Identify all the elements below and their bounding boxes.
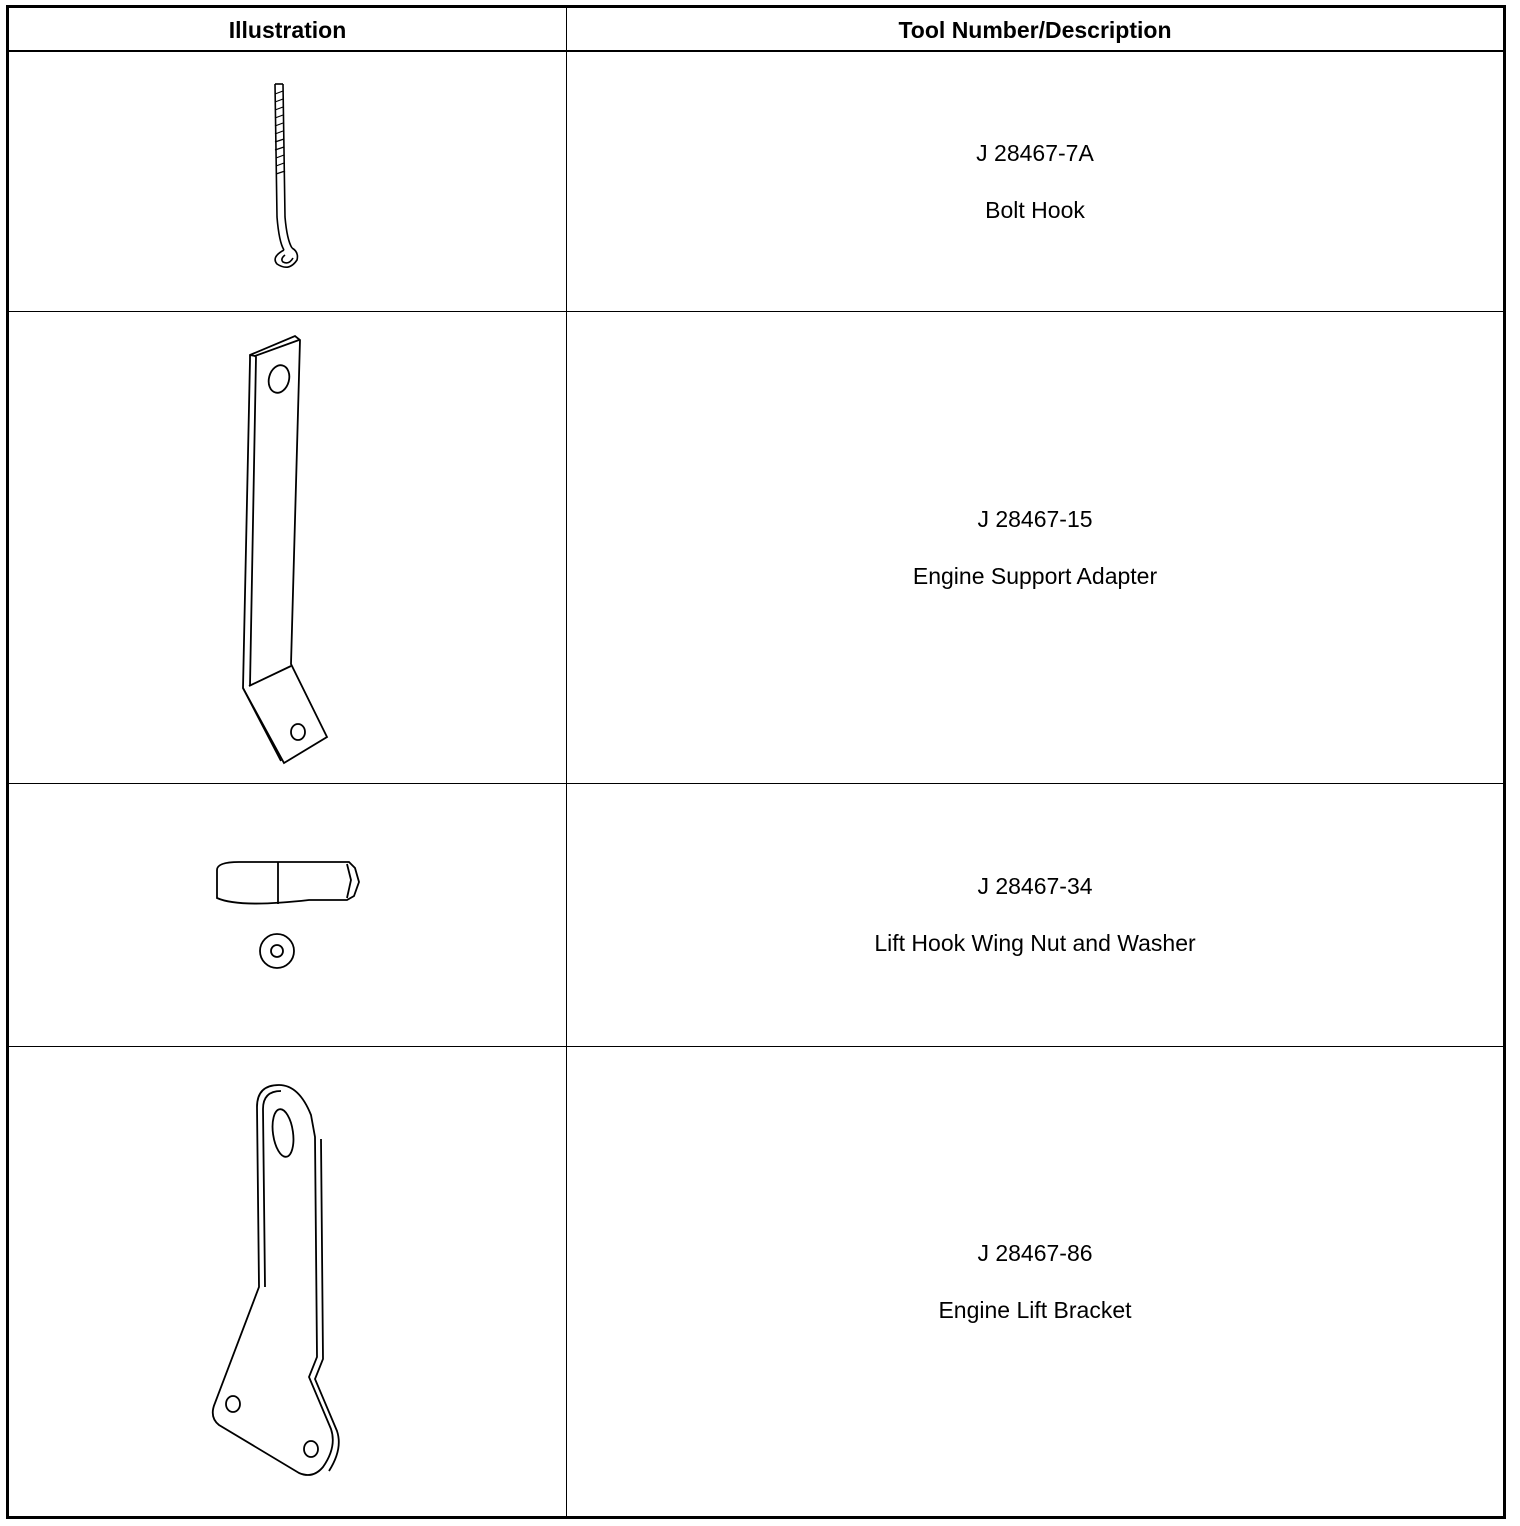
tool-description: Engine Support Adapter xyxy=(912,562,1158,589)
tool-number: J 28467-86 xyxy=(977,1240,1093,1266)
tool-description: Lift Hook Wing Nut and Washer xyxy=(874,930,1196,956)
table-row-illustration xyxy=(9,1047,566,1517)
table-row xyxy=(567,784,1503,1046)
engine-support-adapter-icon xyxy=(9,312,566,783)
bolt-hook-icon xyxy=(9,52,566,311)
table-row xyxy=(567,52,1503,311)
table-row-illustration xyxy=(9,312,566,783)
tool-description: Engine Lift Bracket xyxy=(938,1297,1132,1323)
table-row-illustration xyxy=(9,52,566,311)
tool-number: J 28467-7A xyxy=(976,139,1094,166)
table-row-illustration xyxy=(9,784,566,1046)
tool-number: J 28467-34 xyxy=(977,873,1093,899)
wing-nut-washer-icon xyxy=(9,784,566,1046)
table-row xyxy=(567,312,1503,783)
header-illustration: Illustration xyxy=(228,16,347,43)
header-tool: Tool Number/Description xyxy=(898,16,1172,43)
tool-description: Bolt Hook xyxy=(985,196,1085,223)
tool-number: J 28467-15 xyxy=(977,505,1093,532)
table-row xyxy=(567,1047,1503,1517)
tool-table xyxy=(6,5,1506,1519)
engine-lift-bracket-icon xyxy=(9,1047,566,1517)
